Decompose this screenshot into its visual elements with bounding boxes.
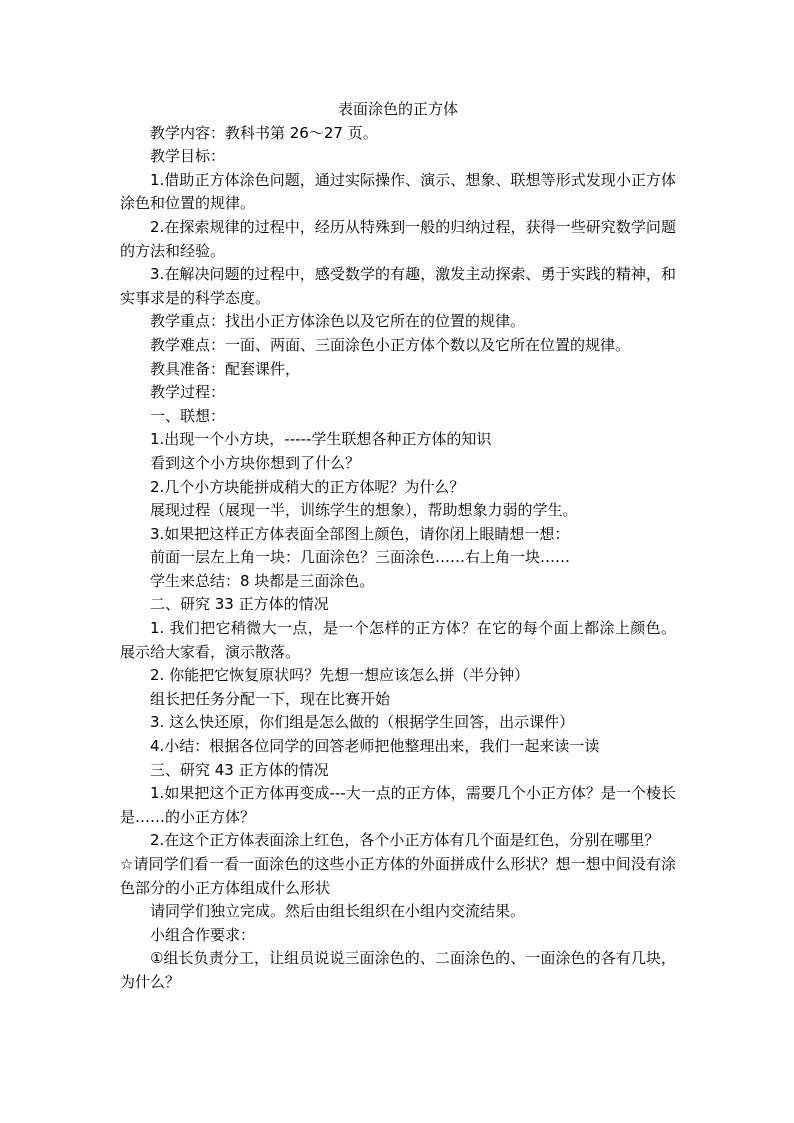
document-page (120, 98, 676, 995)
paragraph: 1.借助正方体涂色问题，通过实际操作、演示、想象、联想等形式发现小正方体涂色和位置的规律。 (120, 170, 676, 213)
paragraph: 2.几个小方块能拼成稍大的正方体呢？为什么？ (150, 477, 465, 496)
paragraph: 教学难点：一面、两面、三面涂色小正方体个数以及它所在位置的规律。 (150, 335, 631, 354)
paragraph: 3.如果把这样正方体表面全部图上颜色，请你闭上眼睛想一想： (150, 524, 570, 543)
paragraph: 1.如果把这个正方体再变成---大一点的正方体，需要几个小正方体？是一个棱长是……的小正方体？ (120, 784, 676, 826)
paragraph: 一、联想： (150, 406, 226, 425)
paragraph: 4.小结：根据各位同学的回答老师把他整理出来，我们一起来读一读 (150, 737, 600, 756)
paragraph: 三、研究 43 正方体的情况 (150, 760, 329, 779)
paragraph: 教学重点：找出小正方体涂色以及它所在的位置的规律。 (150, 312, 526, 331)
document-title: 表面涂色的正方体 (337, 100, 458, 118)
paragraph: 教学过程： (150, 383, 226, 402)
paragraph: 组长把任务分配一下，现在比赛开始 (150, 689, 391, 708)
paragraph: 1. 我们把它稍微大一点，是一个怎样的正方体？在它的每个面上都涂上颜色。展示给大家看，演示散落。 (120, 619, 676, 661)
paragraph: ☆请同学们看一看一面涂色的这些小正方体的外面拼成什么形状？想一想中间没有涂色部分的小正方体组成什么形状 (120, 855, 676, 897)
paragraph: 教学目标： (150, 147, 226, 166)
paragraph: 3. 这么快还原，你们组是怎么做的（根据学生回答，出示课件） (150, 713, 575, 732)
paragraph: 小组合作要求： (150, 925, 256, 944)
paragraph: 学生来总结：8 块都是三面涂色。 (150, 571, 375, 590)
paragraph: 2.在这个正方体表面涂上红色，各个小正方体有几个面是红色，分别在哪里？ (150, 831, 660, 850)
paragraph: 前面一层左上角一块：几面涂色？三面涂色……右上角一块…… (150, 548, 571, 567)
paragraph: 教具准备：配套课件， (150, 359, 301, 378)
paragraph: 教学内容：教科书第 26～27 页。 (150, 123, 378, 142)
paragraph: 1.出现一个小方块，-----学生联想各种正方体的知识 (150, 430, 492, 449)
paragraph: 二、研究 33 正方体的情况 (150, 595, 329, 614)
paragraph: ①组长负责分工，让组员说说三面涂色的、二面涂色的、一面涂色的各有几块，为什么？ (120, 949, 676, 991)
paragraph: 展现过程（展现一半，训练学生的想象），帮助想象力弱的学生。 (150, 501, 578, 520)
paragraph: 2. 你能把它恢复原状吗？先想一想应该怎么拼（半分钟） (150, 666, 530, 685)
paragraph: 3.在解决问题的过程中，感受数学的有趣，激发主动探索、勇于实践的精神，和实事求是的科学态度。 (120, 265, 676, 307)
paragraph: 请同学们独立完成。然后由组长组织在小组内交流结果。 (150, 902, 526, 921)
paragraph: 2.在探索规律的过程中，经历从特殊到一般的归纳过程，获得一些研究数学问题的方法和经验。 (120, 217, 676, 260)
paragraph: 看到这个小方块你想到了什么？ (150, 453, 361, 472)
